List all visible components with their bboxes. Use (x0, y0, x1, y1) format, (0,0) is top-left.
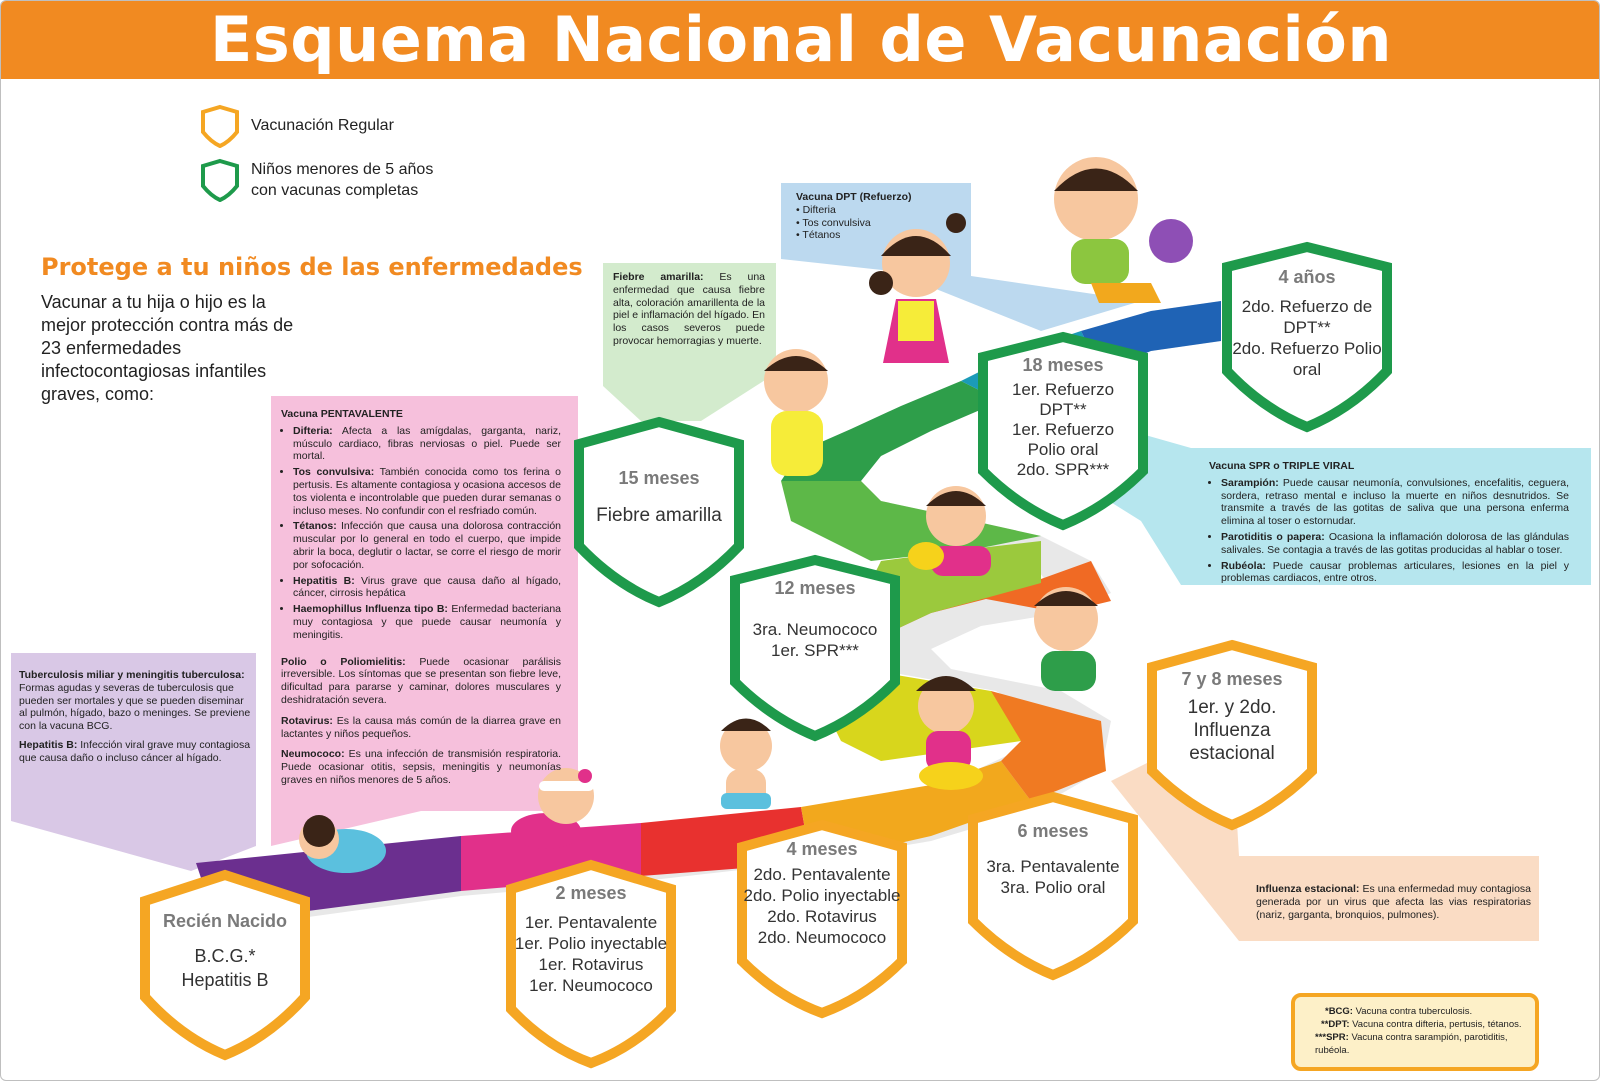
boy-4y-illustration (1054, 157, 1193, 303)
stage-vaccine: 2do. Polio inyectable (743, 886, 901, 905)
protege-body: Vacunar a tu hija o hijo es la mejor protección contra más de 23 enfermedades infectocontagiosas infantiles graves, como: (41, 292, 294, 404)
footnotes-box (1291, 993, 1539, 1071)
dpt-item: • Tétanos (796, 229, 841, 242)
stage-vaccine: 1er. SPR*** (771, 641, 859, 660)
tb-title: Tuberculosis miliar y meningitis tuberculosa: (19, 669, 245, 681)
penta-list (281, 425, 561, 642)
legend-complete-label (251, 159, 433, 201)
legend-regular-label: Vacunación Regular (251, 117, 394, 134)
stage-age: 12 meses (774, 578, 856, 598)
footnote-item: **DPT: Vacuna contra difteria, pertusis, tétanos. (1321, 1019, 1522, 1030)
dpt-info (796, 191, 966, 242)
penta-title: Vacuna PENTAVALENTE (281, 408, 403, 420)
green-shield-icon (199, 158, 241, 202)
stage-vaccine: 3ra. Polio oral (1000, 878, 1106, 897)
influenza-desc: Es una enfermedad muy contagiosa generada por un virus que afecta las vias respiratorias (nariz, garganta, bronquios, pulmones). (1256, 883, 1531, 921)
spr-list (1209, 477, 1569, 585)
stage-vaccine: 1er. y 2do. (1187, 697, 1277, 718)
footnote-item: *BCG: Vacuna contra tuberculosis. (1325, 1006, 1473, 1017)
spr-title: Vacuna SPR o TRIPLE VIRAL (1209, 460, 1355, 472)
stage-vaccine: 2do. SPR*** (1016, 460, 1110, 479)
protege-heading: Protege a tu niños de las enfermedades (41, 253, 583, 281)
baby-7m-illustration (1034, 587, 1098, 691)
stage-vaccine: 1er. Refuerzo (1011, 380, 1115, 399)
stage-12-meses (729, 554, 901, 742)
stage-vaccine: 1er. Polio inyectable (514, 934, 668, 953)
stage-age: 15 meses (618, 468, 700, 488)
stage-vaccine: Fiebre amarilla (596, 505, 722, 526)
stage-vaccine: 3ra. Neumococo (752, 620, 878, 639)
stage-vaccine: 1er. Rotavirus (538, 955, 644, 974)
stage-age: 4 años (1278, 267, 1336, 287)
stage-vaccine: 1er. Refuerzo (1011, 420, 1115, 439)
stage-vaccine: DPT** (1283, 318, 1331, 337)
dpt-item: • Tos convulsiva (796, 216, 871, 229)
stage-vaccine: 2do. Rotavirus (767, 907, 877, 926)
stage-age: 6 meses (1017, 821, 1089, 841)
toddler-15m-illustration (764, 349, 828, 476)
stage-age: 7 y 8 meses (1181, 669, 1283, 689)
legend-complete-line1: Niños menores de 5 años (251, 161, 434, 178)
stage-vaccine: Hepatitis B (181, 970, 269, 990)
stage-4-anos (1221, 241, 1393, 433)
hepb-title: Hepatitis B: (19, 738, 78, 751)
stage-recien-nacido (139, 869, 311, 1061)
legend-complete-line2: con vacunas completas (251, 182, 419, 199)
spr-item: • Rubéola: Puede causar problemas articulares, lesiones en la piel y problemas cardiacos, entre otros. (1221, 560, 1569, 586)
dpt-item: • Difteria (796, 203, 836, 216)
orange-shield-icon (199, 104, 241, 148)
stage-vaccine: 1er. Neumococo (529, 976, 653, 995)
stage-age: Recién Nacido (162, 911, 288, 931)
stage-18-meses (977, 331, 1149, 531)
stage-vaccine: 3ra. Pentavalente (986, 857, 1120, 876)
penta-item: • Haemophillus Influenza tipo B: Enfermedad bacteriana muy contagiosa y que puede causar neumonía y meningitis. (293, 603, 561, 641)
stage-2-meses (505, 859, 677, 1069)
stage-vaccine: Influenza (1193, 720, 1271, 741)
fiebre-info (613, 271, 765, 356)
stage-vaccine: 1er. Pentavalente (524, 913, 658, 932)
stage-6-meses (967, 791, 1139, 981)
stage-age: 2 meses (555, 883, 627, 903)
legend-regular (199, 104, 394, 148)
stage-vaccine: estacional (1189, 743, 1275, 764)
penta-item: • Tétanos: Infección que causa una dolorosa contracción muscular por lo general en todo el cuerpo, que impide abrir la boca, deglutir o lactar, se corre el riesgo de morir por sofocación. (293, 520, 561, 571)
neumo-info: Neumococo: Es una infección de transmisión respiratoria. Puede ocasionar otitis, sepsis, meningitis y neumonías graves en niños menores de 5 años. (281, 748, 562, 786)
stage-vaccine: B.C.G.* (194, 946, 256, 966)
penta-info (281, 408, 561, 795)
stage-vaccine: 2do. Refuerzo Polio (1232, 339, 1382, 358)
stage-age: 4 meses (786, 839, 858, 859)
stage-vaccine: 2do. Refuerzo de (1241, 297, 1373, 316)
legend-complete (199, 158, 433, 202)
fiebre-desc: Es una enfermedad que causa fiebre alta, coloración amarillenta de la piel e inflamación del hígado. En los casos severos puede provocar hemorragias y muerte. (613, 271, 765, 347)
page-title: Esquema Nacional de Vacunación (209, 3, 1393, 76)
stage-4-meses (736, 819, 908, 1019)
stage-vaccine: Polio oral (1027, 440, 1099, 459)
penta-item: • Hepatitis B: Virus grave que causa daño al hígado, cáncer, cirrosis hepática (293, 575, 561, 601)
hepb-desc: Infección viral grave muy contagiosa que causa daño o incluso cáncer al hígado. (19, 738, 251, 764)
polio-info: Polio o Poliomielitis: Puede ocasionar parálisis irreversible. Los síntomas que se presentan son fiebre leve, dificultad para pararse y caminar, dolores musculares y deshidratación severa. (281, 655, 561, 706)
footnote-item: ***SPR: Vacuna contra sarampión, parotiditis, rubéola. (1315, 1032, 1508, 1056)
influenza-info (1256, 883, 1531, 929)
penta-item: • Difteria: Afecta a las amígdalas, garganta, nariz, músculo cardiaco, fibras nerviosas o piel. Puede ser mortal. (293, 425, 561, 463)
stage-vaccine: 2do. Pentavalente (753, 865, 891, 884)
spr-item: • Sarampión: Puede causar neumonía, convulsiones, encefalitis, ceguera, sordera, retraso mental e incluso la muerte en niños desnutridos. Se transmite a través de las gotitas de saliva que una persona enferma elimina al toser o estornudar. (1221, 477, 1569, 528)
tb-info (19, 669, 251, 773)
spr-info (1209, 460, 1569, 588)
stage-vaccine: oral (1292, 360, 1322, 379)
rota-info: Rotavirus: Es la causa más común de la diarrea grave en lactantes y niños pequeños. (281, 714, 561, 740)
stage-vaccine: DPT** (1039, 400, 1087, 419)
stage-15-meses (573, 416, 745, 608)
tb-desc: Formas agudas y severas de tuberculosis que pueden ser mortales y que se pueden diseminar al pulmón, hígado, bazo o meninges. Se previene con la vacuna BCG. (19, 681, 251, 733)
penta-item: • Tos convulsiva: También conocida como tos ferina o pertusis. Es altamente contagiosa y ocasiona accesos de tos violenta e incontrolable que pueden durar semanas o incluso meses. No confundir con el resfriado común. (293, 466, 561, 517)
influenza-title: Influenza estacional: (1256, 883, 1360, 895)
spr-item: • Parotiditis o papera: Ocasiona la inflamación dolorosa de las glándulas salivales. Se contagia a través de las gotitas producidas al hablar o toser. (1221, 531, 1569, 557)
stage-vaccine: 2do. Neumococo (757, 928, 887, 947)
dpt-title: Vacuna DPT (Refuerzo) (796, 191, 912, 203)
stage-age: 18 meses (1022, 355, 1104, 375)
fiebre-title: Fiebre amarilla: (613, 271, 704, 283)
stage-7-8-meses (1146, 639, 1318, 831)
